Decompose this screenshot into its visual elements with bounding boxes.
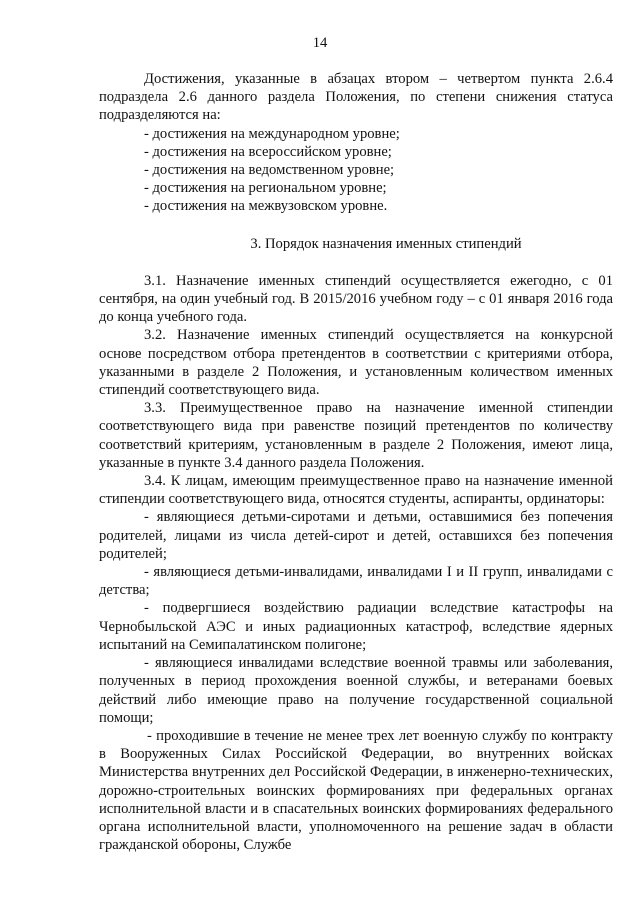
list-item: - достижения на межвузовском уровне. [144,198,388,215]
list-item: - достижения на ведомственном уровне; [144,162,395,179]
priority-groups-list [99,508,613,854]
list-item: - являющиеся детьми-инвалидами, инвалидами I и II групп, инвалидами с детства; [99,564,613,599]
clause-3-3: 3.3. Преимущественное право на назначение именной стипендии соответствующего вида при равенстве позиций претендентов по количеству соответствий критериям, установленным в разделе 2 Положения, имеют лица, указанные в пункте 3.4 данного раздела Положения. [99,400,613,471]
list-item: - достижения на региональном уровне; [144,180,387,197]
list-item: - проходившие в течение не менее трех лет военную службу по контракту в Вооруженных Силах Российской Федерации, во внутренних войсках Министерства внутренних дел Российской Федерации, в инженерно-технических, дорожно-строительных воинских формированиях при федеральных органах исполнительной власти и в спасательных воинских формированиях федерального органа исполнительной власти, уполномоченного на решение задач в области гражданской обороны, Службе [99,727,613,854]
clause-3-1: 3.1. Назначение именных стипендий осуществляется ежегодно, с 01 сентября, на один учебный год. В 2015/2016 учебном году – с 01 января 2016 года до конца учебного года. [99,272,613,326]
list-item: - достижения на международном уровне; [144,125,400,142]
list-item: - достижения на всероссийском уровне; [144,143,392,160]
document-body [99,70,613,854]
achievement-levels-list [99,125,613,216]
list-item: - подвергшиеся воздействию радиации вследствие катастрофы на Чернобыльской АЭС и иных радиационных катастроф, вследствие ядерных испытаний на Семипалатинском полигоне; [99,600,613,653]
list-item: - являющиеся детьми-сиротами и детьми, оставшимися без попечения родителей, лицами из числа детей-сирот и детей, оставшихся без попечения родителей; [99,509,613,562]
clause-3-2: 3.2. Назначение именных стипендий осуществляется на конкурсной основе посредством отбора претендентов в соответствии с критериями отбора, указанными в разделе 2 Положения, и установленным количеством именных стипендий соответствующего вида. [99,327,613,399]
list-item: - являющиеся инвалидами вследствие военной травмы или заболевания, полученных в период прохождения военной службы, и ветеранами боевых действий либо имеющие право на получение государственной социальной помощи; [99,655,613,726]
page-number: 14 [312,35,328,51]
intro-paragraph: Достижения, указанные в абзацах втором – четвертом пункта 2.6.4 подраздела 2.6 данного раздела Положения, по степени снижения статуса подразделяются на: [99,71,613,124]
section-heading: 3. Порядок назначения именных стипендий [250,235,522,252]
clause-3-4: 3.4. К лицам, имеющим преимущественное право на назначение именной стипендии соответствующего вида, относятся студенты, аспиранты, ординаторы: [99,473,613,508]
